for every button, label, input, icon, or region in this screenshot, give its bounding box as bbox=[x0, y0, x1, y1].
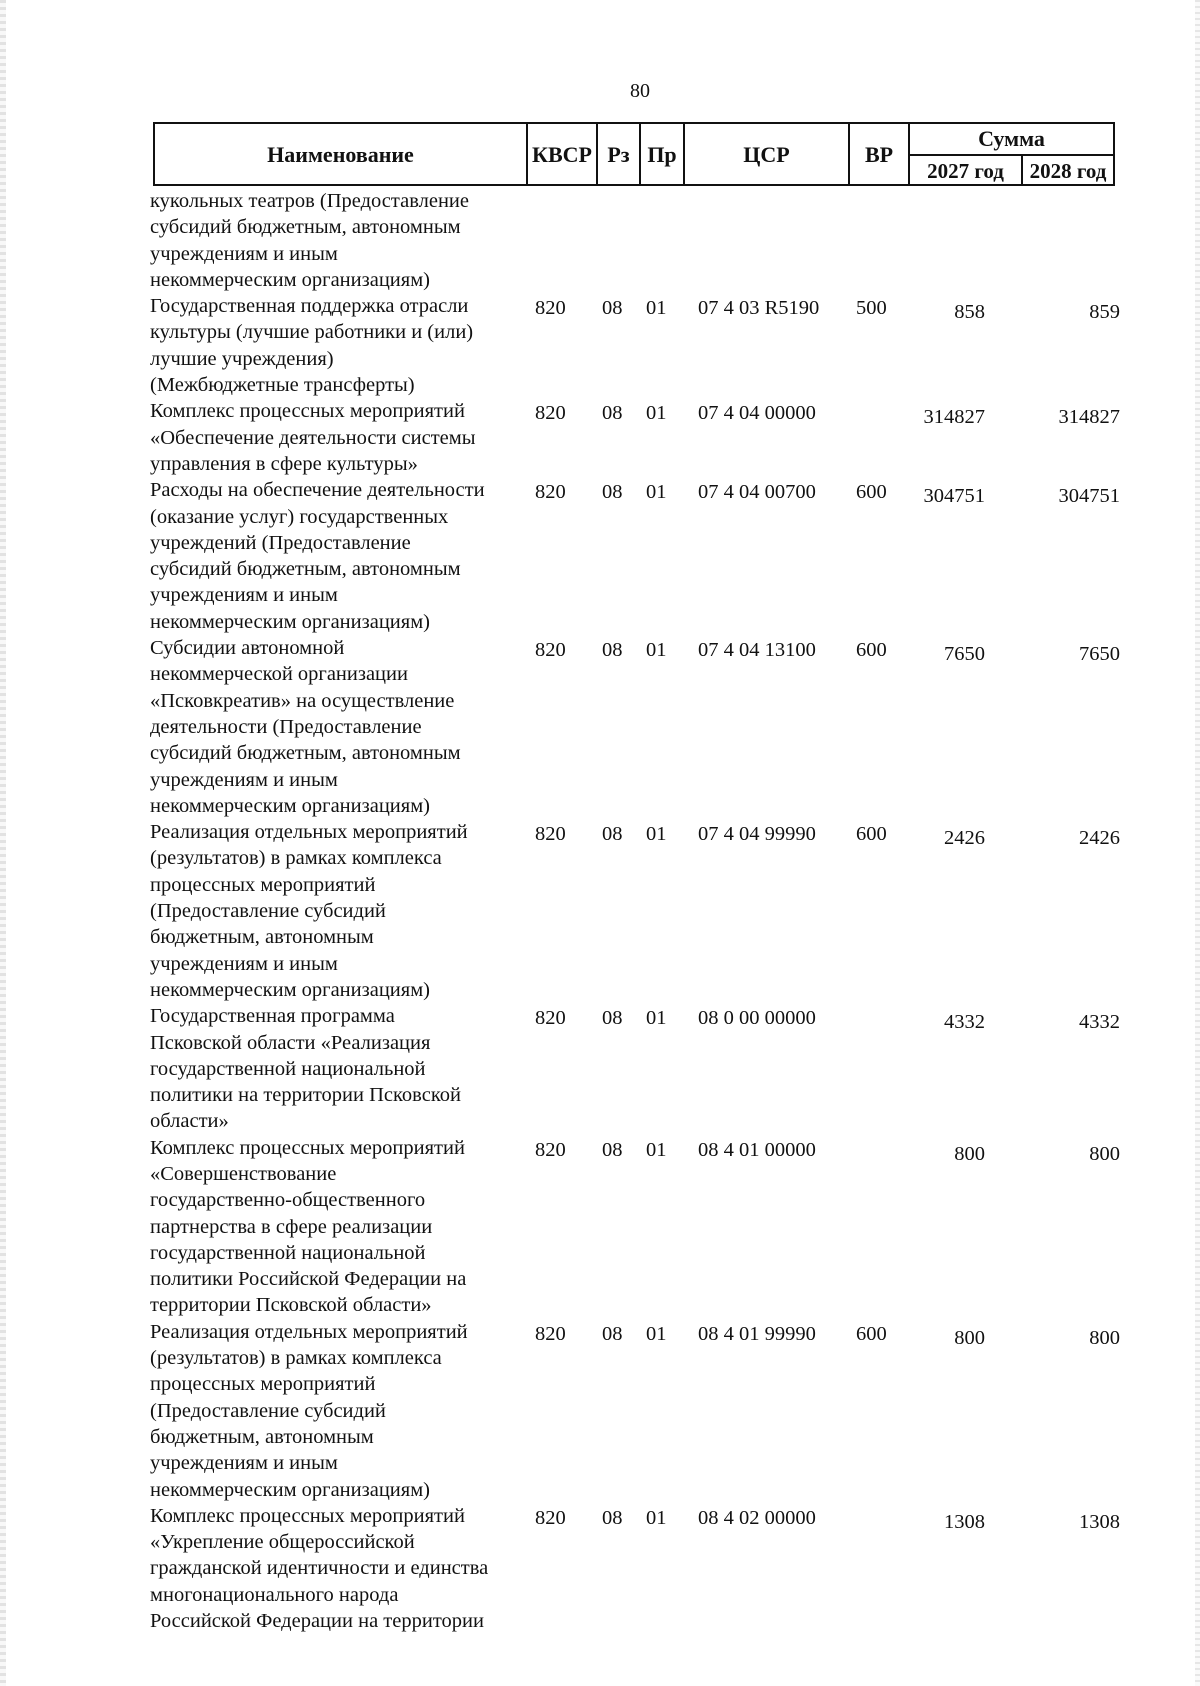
cell-pr: 01 bbox=[646, 1138, 667, 1161]
row-name-line: учреждениям и иным bbox=[150, 952, 338, 975]
cell-pr: 01 bbox=[646, 823, 667, 846]
cell-csr: 08 4 02 00000 bbox=[698, 1506, 816, 1529]
cell-kvsr: 820 bbox=[535, 1506, 566, 1529]
cell-sum-2027: 858 bbox=[954, 301, 985, 324]
table-row bbox=[150, 1319, 1120, 1503]
row-name-line: кукольных театров (Предоставление bbox=[150, 190, 469, 212]
row-name-line: политики Российской Федерации на bbox=[150, 1268, 467, 1291]
table-row bbox=[150, 293, 1120, 398]
cell-rz: 08 bbox=[602, 823, 623, 846]
row-name-line: субсидий бюджетным, автономным bbox=[150, 216, 461, 239]
row-name bbox=[150, 1135, 520, 1319]
cell-sum-2028: 1308 bbox=[1079, 1510, 1120, 1533]
cell-rz: 08 bbox=[602, 639, 623, 662]
row-name bbox=[150, 477, 520, 635]
row-name bbox=[150, 819, 520, 1003]
row-name-line: «Псковкреатив» на осуществление bbox=[150, 689, 455, 712]
row-name-line: Государственная поддержка отрасли bbox=[150, 295, 469, 318]
cell-csr: 07 4 04 00000 bbox=[698, 402, 816, 425]
row-name-line: (Предоставление субсидий bbox=[150, 1399, 386, 1422]
row-name-line: Российской Федерации на территории bbox=[150, 1610, 484, 1633]
row-name-line: деятельности (Предоставление bbox=[150, 715, 422, 738]
cell-sum-2028: 314827 bbox=[1058, 406, 1120, 429]
row-name-line: управления в сфере культуры» bbox=[150, 452, 418, 475]
row-name-line: (оказание услуг) государственных bbox=[150, 505, 449, 528]
scan-edge-right bbox=[1195, 0, 1200, 1686]
row-name-line: Государственная программа bbox=[150, 1005, 395, 1028]
row-name-line: некоммерческим организациям) bbox=[150, 268, 430, 291]
cell-sum-2027: 7650 bbox=[944, 643, 985, 666]
cell-sum-2027: 4332 bbox=[944, 1011, 985, 1034]
cell-rz: 08 bbox=[602, 297, 623, 320]
row-name-line: политики на территории Псковской bbox=[150, 1084, 461, 1107]
cell-csr: 08 4 01 00000 bbox=[698, 1138, 816, 1161]
table-row bbox=[150, 398, 1120, 477]
row-name-line: процессных мероприятий bbox=[150, 1373, 376, 1396]
row-name-line: учреждениям и иным bbox=[150, 1452, 338, 1475]
cell-kvsr: 820 bbox=[535, 1138, 566, 1161]
cell-sum-2027: 304751 bbox=[923, 485, 985, 508]
row-name-line: некоммерческим организациям) bbox=[150, 1478, 430, 1501]
cell-csr: 08 4 01 99990 bbox=[698, 1322, 816, 1345]
row-name-line: бюджетным, автономным bbox=[150, 1425, 374, 1448]
row-name-line: процессных мероприятий bbox=[150, 873, 376, 896]
cell-csr: 07 4 03 R5190 bbox=[698, 297, 820, 320]
row-name-line: Субсидии автономной bbox=[150, 637, 345, 660]
cell-pr: 01 bbox=[646, 297, 667, 320]
cell-sum-2027: 1308 bbox=[944, 1510, 985, 1533]
row-name-line: Псковской области «Реализация bbox=[150, 1031, 431, 1054]
table-row bbox=[150, 477, 1120, 635]
cell-kvsr: 820 bbox=[535, 402, 566, 425]
row-name-line: Комплекс процессных мероприятий bbox=[150, 1136, 465, 1159]
cell-kvsr: 820 bbox=[535, 481, 566, 504]
table-row bbox=[150, 1503, 1120, 1634]
cell-sum-2028: 304751 bbox=[1058, 485, 1120, 508]
row-name-line: «Укрепление общероссийской bbox=[150, 1531, 415, 1554]
row-name-line: лучшие учреждения) bbox=[150, 347, 334, 370]
cell-pr: 01 bbox=[646, 481, 667, 504]
row-name-line: (результатов) в рамках комплекса bbox=[150, 1347, 442, 1370]
cell-pr: 01 bbox=[646, 1506, 667, 1529]
row-name-line: (Межбюджетные трансферты) bbox=[150, 374, 415, 397]
cell-sum-2028: 4332 bbox=[1079, 1011, 1120, 1034]
cell-vr: 600 bbox=[856, 1322, 887, 1345]
cell-kvsr: 820 bbox=[535, 639, 566, 662]
cell-pr: 01 bbox=[646, 1322, 667, 1345]
row-name-line: территории Псковской области» bbox=[150, 1294, 432, 1317]
cell-sum-2027: 800 bbox=[954, 1326, 985, 1349]
cell-vr: 600 bbox=[856, 823, 887, 846]
row-name bbox=[150, 293, 520, 398]
cell-pr: 01 bbox=[646, 1007, 667, 1030]
row-name bbox=[150, 1503, 520, 1634]
row-name bbox=[150, 635, 520, 819]
header-csr: ЦСР bbox=[685, 124, 850, 186]
header-kvsr: КВСР bbox=[528, 124, 598, 186]
row-name-line: государственно-общественного bbox=[150, 1189, 426, 1212]
row-name-line: учреждениям и иным bbox=[150, 584, 338, 607]
row-name bbox=[150, 398, 520, 477]
cell-rz: 08 bbox=[602, 1007, 623, 1030]
cell-sum-2027: 314827 bbox=[923, 406, 985, 429]
cell-sum-2027: 800 bbox=[954, 1142, 985, 1165]
cell-kvsr: 820 bbox=[535, 823, 566, 846]
table-row bbox=[150, 635, 1120, 819]
row-name-line: (результатов) в рамках комплекса bbox=[150, 847, 442, 870]
row-name-line: некоммерческой организации bbox=[150, 663, 408, 686]
row-name-line: субсидий бюджетным, автономным bbox=[150, 558, 461, 581]
row-name-line: учреждениям и иным bbox=[150, 768, 338, 791]
row-name-line: Реализация отдельных мероприятий bbox=[150, 821, 468, 844]
cell-kvsr: 820 bbox=[535, 297, 566, 320]
cell-csr: 08 0 00 00000 bbox=[698, 1007, 816, 1030]
cell-vr: 600 bbox=[856, 639, 887, 662]
cell-kvsr: 820 bbox=[535, 1322, 566, 1345]
table-body bbox=[150, 188, 1120, 1634]
row-name-line: Комплекс процессных мероприятий bbox=[150, 400, 465, 423]
cell-vr: 500 bbox=[856, 297, 887, 320]
cell-rz: 08 bbox=[602, 1322, 623, 1345]
header-year-2027: 2027 год bbox=[910, 156, 1023, 186]
row-name-line: некоммерческим организациям) bbox=[150, 978, 430, 1001]
row-name-line: Расходы на обеспечение деятельности bbox=[150, 479, 485, 502]
row-name-line: бюджетным, автономным bbox=[150, 926, 374, 949]
header-sum: Сумма bbox=[910, 124, 1113, 156]
cell-csr: 07 4 04 00700 bbox=[698, 481, 816, 504]
cell-rz: 08 bbox=[602, 1138, 623, 1161]
row-name-line: государственной национальной bbox=[150, 1241, 426, 1264]
row-name-line: «Обеспечение деятельности системы bbox=[150, 426, 476, 449]
row-name-line: культуры (лучшие работники и (или) bbox=[150, 321, 474, 344]
row-name-line: (Предоставление субсидий bbox=[150, 900, 386, 923]
header-name: Наименование bbox=[155, 124, 528, 186]
cell-csr: 07 4 04 99990 bbox=[698, 823, 816, 846]
cell-sum-2028: 859 bbox=[1089, 301, 1120, 324]
cell-sum-2028: 2426 bbox=[1079, 827, 1120, 850]
table-row bbox=[150, 1003, 1120, 1134]
cell-vr: 600 bbox=[856, 481, 887, 504]
cell-csr: 07 4 04 13100 bbox=[698, 639, 816, 662]
row-name-line: некоммерческим организациям) bbox=[150, 794, 430, 817]
cell-sum-2028: 800 bbox=[1089, 1326, 1120, 1349]
table-row bbox=[150, 188, 1120, 293]
row-name-line: субсидий бюджетным, автономным bbox=[150, 742, 461, 765]
cell-rz: 08 bbox=[602, 481, 623, 504]
cell-sum-2027: 2426 bbox=[944, 827, 985, 850]
header-year-2028: 2028 год bbox=[1029, 158, 1107, 183]
table-row bbox=[150, 1135, 1120, 1319]
header-vr: ВР bbox=[850, 124, 910, 186]
row-name bbox=[150, 188, 520, 293]
row-name-line: «Совершенствование bbox=[150, 1162, 337, 1185]
row-name-line: учреждениям и иным bbox=[150, 242, 338, 265]
cell-rz: 08 bbox=[602, 1506, 623, 1529]
row-name-line: многонационального народа bbox=[150, 1583, 399, 1606]
cell-sum-2028: 800 bbox=[1089, 1142, 1120, 1165]
row-name-line: партнерства в сфере реализации bbox=[150, 1215, 433, 1238]
row-name bbox=[150, 1003, 520, 1134]
scan-edge-left bbox=[0, 0, 6, 1686]
row-name-line: некоммерческим организациям) bbox=[150, 610, 430, 633]
row-name-line: учреждений (Предоставление bbox=[150, 531, 411, 554]
table-header bbox=[153, 122, 1115, 186]
header-rz: Рз bbox=[598, 124, 641, 186]
page-number: 80 bbox=[630, 80, 650, 102]
cell-sum-2028: 7650 bbox=[1079, 643, 1120, 666]
row-name-line: гражданской идентичности и единства bbox=[150, 1557, 489, 1580]
row-name-line: Комплекс процессных мероприятий bbox=[150, 1504, 465, 1527]
row-name bbox=[150, 1319, 520, 1503]
table-row bbox=[150, 819, 1120, 1003]
cell-kvsr: 820 bbox=[535, 1007, 566, 1030]
header-pr: Пр bbox=[641, 124, 685, 186]
row-name-line: Реализация отдельных мероприятий bbox=[150, 1320, 468, 1343]
cell-pr: 01 bbox=[646, 639, 667, 662]
row-name-line: области» bbox=[150, 1110, 229, 1133]
cell-rz: 08 bbox=[602, 402, 623, 425]
cell-pr: 01 bbox=[646, 402, 667, 425]
row-name-line: государственной национальной bbox=[150, 1057, 426, 1080]
